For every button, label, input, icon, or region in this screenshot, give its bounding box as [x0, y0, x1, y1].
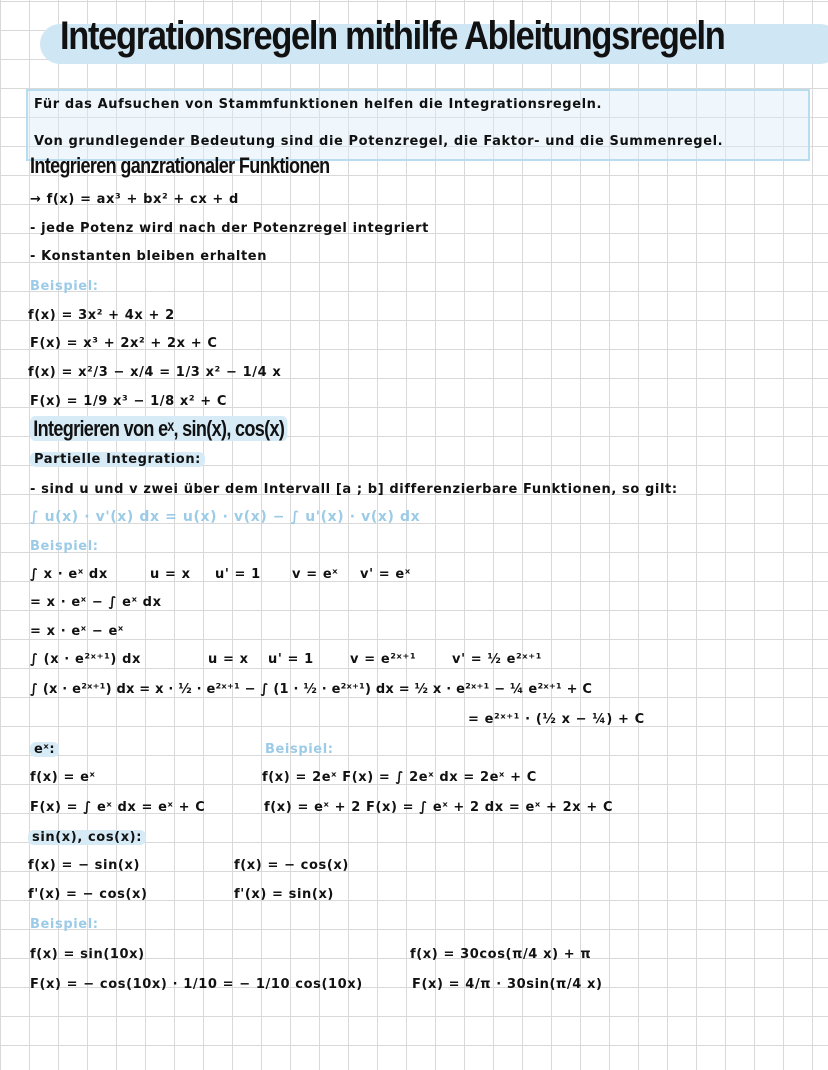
- general-polynomial: → f(x) = ax³ + bx² + cx + d: [30, 192, 239, 207]
- trig-example-line: f(x) = 30cos(π/4 x) + π: [410, 947, 592, 962]
- exp-antiderivative: F(x) = ∫ eˣ dx = eˣ + C: [30, 800, 206, 815]
- example-label: Beispiel:: [30, 917, 99, 932]
- exp-example-1: f(x) = 2eˣ F(x) = ∫ 2eˣ dx = 2eˣ + C: [262, 770, 537, 785]
- partial-example-du: u' = 1: [215, 567, 261, 582]
- example-line: f(x) = x²/3 − x/4 = 1/3 x² − 1/4 x: [28, 365, 282, 380]
- partial-example-u: u = x: [208, 652, 249, 667]
- exp-example-2: f(x) = eˣ + 2 F(x) = ∫ eˣ + 2 dx = eˣ + 2x + C: [264, 800, 614, 815]
- trig-line: f'(x) = sin(x): [234, 887, 334, 902]
- example-label: Beispiel:: [30, 279, 99, 294]
- trig-line: f(x) = − cos(x): [234, 858, 349, 873]
- example-label: Beispiel:: [265, 742, 334, 757]
- exp-label: eˣ:: [30, 741, 59, 759]
- intro-line-2: Von grundlegender Bedeutung sind die Potenzregel, die Faktor- und die Summenregel.: [34, 134, 724, 149]
- partial-example-line: = x · eˣ − eˣ: [30, 624, 124, 639]
- partial-example-line: = x · eˣ − ∫ eˣ dx: [30, 595, 162, 610]
- trig-line: f(x) = − sin(x): [28, 858, 141, 873]
- section-heading-exp-trig: [30, 416, 288, 442]
- partial-example-line: = e²ˣ⁺¹ · (½ x − ¼) + C: [468, 712, 645, 727]
- partial-integration-text: - sind u und v zwei über dem Intervall [a ; b] differenzierbare Funktionen, so gilt:: [30, 482, 678, 497]
- trig-line: f'(x) = − cos(x): [28, 887, 148, 902]
- example-line: f(x) = 3x² + 4x + 2: [28, 308, 175, 323]
- trig-example-line: F(x) = − cos(10x) · 1/10 = − 1/10 cos(10x): [30, 977, 363, 992]
- partial-example-dv: v' = ½ e²ˣ⁺¹: [452, 652, 543, 667]
- example-line: F(x) = 1/9 x³ − 1/8 x² + C: [30, 394, 228, 409]
- partial-integration-label: Partielle Integration:: [30, 451, 205, 469]
- partial-example-line: ∫ (x · e²ˣ⁺¹) dx = x · ½ · e²ˣ⁺¹ − ∫ (1 · ½ · e²ˣ⁺¹) dx = ½ x · e²ˣ⁺¹ − ¼ e²ˣ⁺¹ + C: [30, 682, 593, 697]
- rule-constants: - Konstanten bleiben erhalten: [30, 249, 268, 264]
- partial-integration-formula: ∫ u(x) · v'(x) dx = u(x) · v(x) − ∫ u'(x) · v(x) dx: [30, 509, 421, 525]
- partial-example-u: u = x: [150, 567, 191, 582]
- section-heading-polynomial: Integrieren ganzrationaler Funktionen: [30, 153, 330, 178]
- example-label: Beispiel:: [30, 539, 99, 554]
- heading-text: Integrieren von eˣ, sin(x), cos(x): [30, 416, 288, 441]
- trig-example-line: f(x) = sin(10x): [30, 947, 145, 962]
- partial-example-v: v = e²ˣ⁺¹: [350, 652, 417, 667]
- trig-example-line: F(x) = 4/π · 30sin(π/4 x): [412, 977, 603, 992]
- partial-example-du: u' = 1: [268, 652, 314, 667]
- partial-example-line: ∫ x · eˣ dx: [30, 567, 108, 582]
- partial-example-line: ∫ (x · e²ˣ⁺¹) dx: [30, 652, 141, 667]
- partial-example-v: v = eˣ: [292, 567, 339, 582]
- rule-power: - jede Potenz wird nach der Potenzregel integriert: [30, 221, 429, 236]
- intro-line-1: Für das Aufsuchen von Stammfunktionen helfen die Integrationsregeln.: [34, 97, 603, 112]
- example-line: F(x) = x³ + 2x² + 2x + C: [30, 336, 218, 351]
- page-title: Integrationsregeln mithilfe Ableitungsregeln: [60, 14, 725, 58]
- trig-label: sin(x), cos(x):: [28, 829, 146, 847]
- exp-function: f(x) = eˣ: [30, 770, 96, 785]
- partial-example-dv: v' = eˣ: [360, 567, 411, 582]
